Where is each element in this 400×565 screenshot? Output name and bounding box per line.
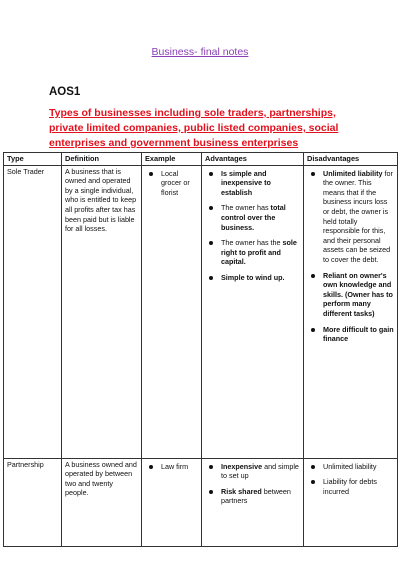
header-advantages: Advantages — [202, 153, 304, 166]
header-disadvantages: Disadvantages — [304, 153, 398, 166]
list-item: Local grocer or florist — [161, 169, 198, 198]
table-row — [4, 165, 398, 458]
cell-disadvantages — [304, 458, 398, 546]
list-item: More difficult to gain finance — [323, 324, 394, 344]
cell-definition: A business owned and operated by between two and twenty people. — [62, 458, 142, 546]
cell-advantages — [202, 458, 304, 546]
list-item: Inexpensive and simple to set up — [221, 461, 299, 481]
list-item: Unlimited liability for the owner. This means that if the business incurs loss or debt, the owner is held totally responsible for this, and their personal assets can be seized to cover the debt. — [323, 168, 393, 264]
cell-example — [142, 165, 202, 458]
section-subtitle: Types of businesses including sole traders, partnerships, private limited companies, public listed companies, social enterprises and government business enterprises — [49, 107, 339, 149]
cell-disadvantages — [304, 165, 398, 458]
list-item: Risk shared between partners — [221, 487, 300, 506]
header-definition: Definition — [62, 153, 142, 166]
list-item: Simple to wind up. — [221, 273, 300, 283]
list-item: Reliant on owner's own knowledge and skills. (Owner has to perform many different tasks) — [323, 270, 393, 318]
cell-advantages — [202, 165, 304, 458]
list-item: Is simple and inexpensive to establish — [221, 169, 300, 198]
page-title: Business- final notes — [151, 46, 249, 58]
business-types-table — [3, 152, 398, 547]
table-row — [4, 458, 398, 546]
list-item: The owner has the sole right to profit and capital. — [221, 238, 300, 267]
cell-type: Sole Trader — [4, 165, 62, 458]
cell-type: Partnership — [4, 458, 62, 546]
cell-example — [142, 458, 202, 546]
list-item: Law firm — [161, 462, 198, 472]
table-header-row — [4, 153, 398, 166]
list-item: The owner has total control over the business. — [221, 203, 300, 232]
header-example: Example — [142, 153, 202, 166]
cell-definition: A business that is owned and operated by a single individual, who is entitled to keep all profits after tax has been paid but is liable for all losses. — [62, 165, 142, 458]
header-type: Type — [4, 153, 62, 166]
list-item: Unlimited liability — [323, 462, 394, 472]
list-item: Liability for debts incurred — [323, 477, 394, 496]
section-heading: AOS1 — [49, 86, 81, 98]
